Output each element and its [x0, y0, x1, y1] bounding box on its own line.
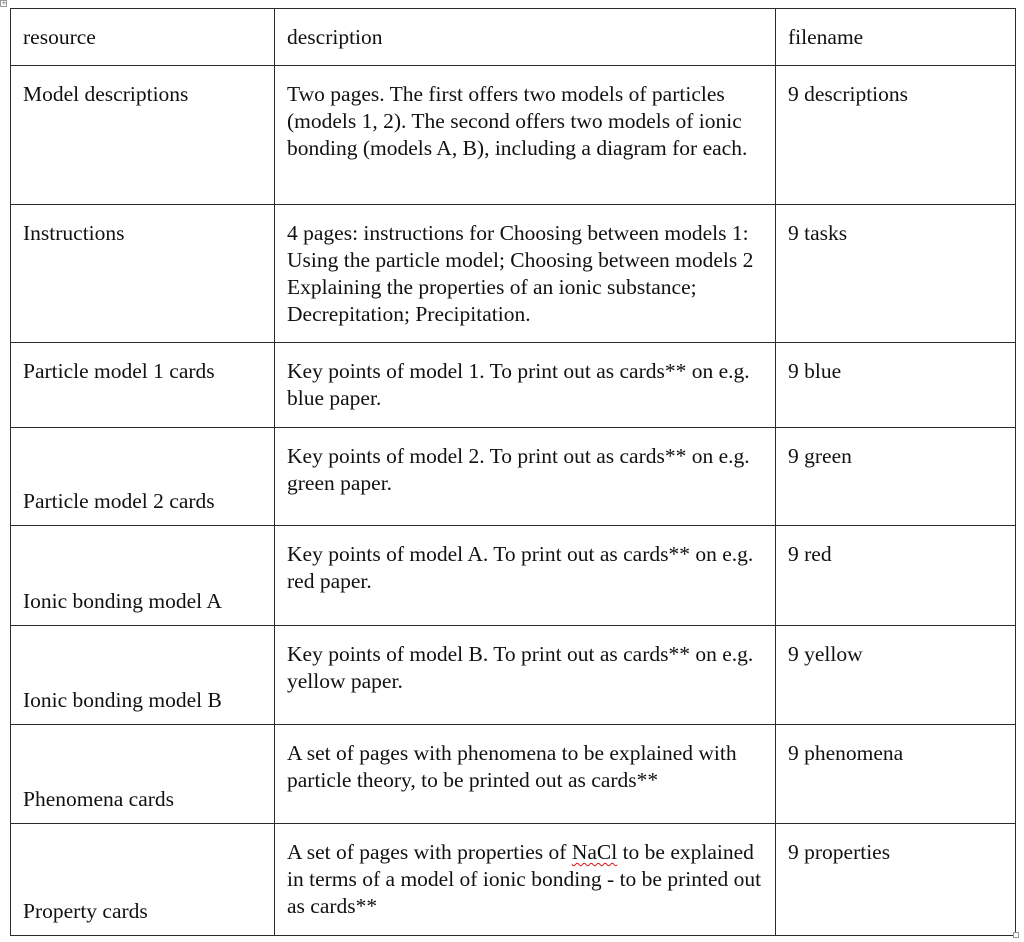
description-cell[interactable] — [275, 824, 776, 936]
header-resource[interactable]: resource — [11, 9, 275, 66]
filename-cell[interactable]: 9 descriptions — [776, 66, 1016, 205]
resource-cell[interactable]: Ionic bonding model B — [11, 626, 275, 725]
table-row — [11, 428, 1016, 526]
table-row — [11, 343, 1016, 428]
description-text: to be explained in terms of a model of ionic bonding - to be printed out as cards** — [287, 840, 762, 918]
resource-cell[interactable]: Particle model 1 cards — [11, 343, 275, 428]
filename-cell[interactable]: 9 tasks — [776, 205, 1016, 343]
filename-cell[interactable]: 9 green — [776, 428, 1016, 526]
table-move-handle-icon[interactable]: + — [1, 0, 7, 7]
table-row — [11, 205, 1016, 343]
table-row — [11, 626, 1016, 725]
spellcheck-flagged-word[interactable]: NaCl — [571, 840, 618, 864]
resource-cell[interactable]: Property cards — [11, 824, 275, 936]
table-row — [11, 66, 1016, 205]
resource-table — [10, 8, 1016, 936]
resource-cell[interactable]: Model descriptions — [11, 66, 275, 205]
table-row — [11, 824, 1016, 936]
resource-cell[interactable]: Phenomena cards — [11, 725, 275, 824]
filename-cell[interactable]: 9 yellow — [776, 626, 1016, 725]
description-cell[interactable]: Key points of model 1. To print out as cards** on e.g. blue paper. — [275, 343, 776, 428]
table-row — [11, 725, 1016, 824]
header-description[interactable]: description — [275, 9, 776, 66]
resource-cell[interactable]: Instructions — [11, 205, 275, 343]
description-cell[interactable]: A set of pages with phenomena to be explained with particle theory, to be printed out as cards** — [275, 725, 776, 824]
table-resize-handle-icon[interactable] — [1013, 932, 1019, 938]
description-cell[interactable]: Two pages. The first offers two models of particles (models 1, 2). The second offers two models of ionic bonding (models A, B), including a diagram for each. — [275, 66, 776, 205]
description-cell[interactable]: Key points of model 2. To print out as cards** on e.g. green paper. — [275, 428, 776, 526]
filename-cell[interactable]: 9 red — [776, 526, 1016, 626]
description-cell[interactable]: Key points of model B. To print out as cards** on e.g. yellow paper. — [275, 626, 776, 725]
header-filename[interactable]: filename — [776, 9, 1016, 66]
description-cell[interactable]: Key points of model A. To print out as cards** on e.g. red paper. — [275, 526, 776, 626]
resource-cell[interactable]: Particle model 2 cards — [11, 428, 275, 526]
filename-cell[interactable]: 9 phenomena — [776, 725, 1016, 824]
filename-cell[interactable]: 9 properties — [776, 824, 1016, 936]
description-text: A set of pages with properties of — [287, 840, 572, 864]
resource-cell[interactable]: Ionic bonding model A — [11, 526, 275, 626]
table-header-row — [11, 9, 1016, 66]
filename-cell[interactable]: 9 blue — [776, 343, 1016, 428]
description-cell[interactable]: 4 pages: instructions for Choosing between models 1: Using the particle model; Choosing between models 2 Explaining the properties of an ionic substance; Decrepitation; Precipitation. — [275, 205, 776, 343]
table-row — [11, 526, 1016, 626]
